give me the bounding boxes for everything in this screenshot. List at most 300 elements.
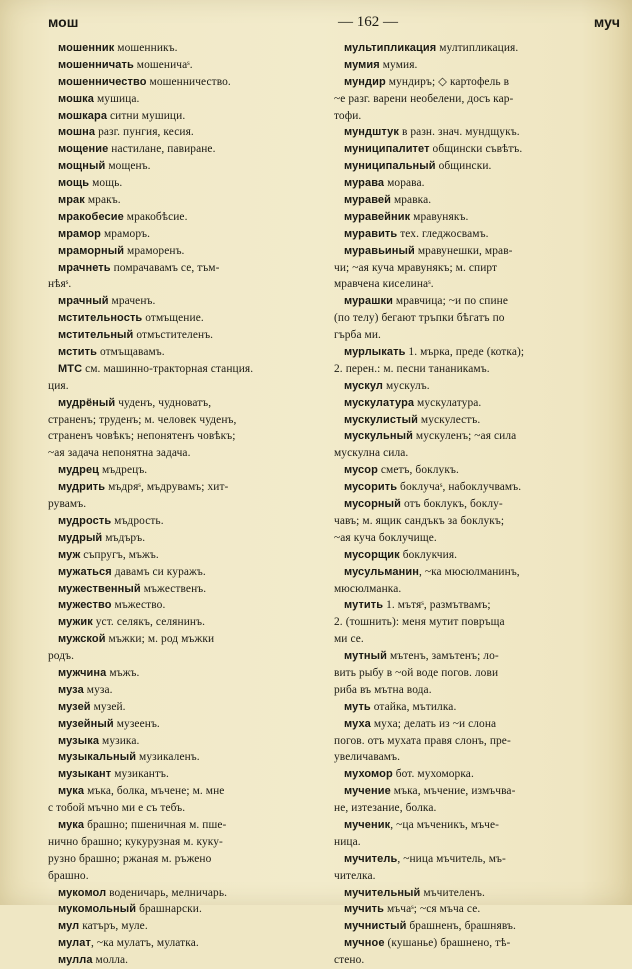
entry-translation: мултипликация.	[436, 42, 519, 54]
entry-headword: мучное	[344, 937, 385, 950]
right-column	[334, 40, 624, 969]
entry-headword: муравить	[344, 227, 398, 240]
entry-headword: мусор	[344, 464, 378, 477]
dictionary-entry	[334, 175, 624, 192]
dictionary-entry	[334, 74, 624, 91]
entry-translation: мумия.	[379, 58, 418, 71]
entry-translation: музика.	[99, 734, 140, 747]
entry-headword: мукомольный	[58, 903, 137, 916]
dictionary-entry	[334, 243, 624, 260]
entry-headword: муха	[344, 717, 371, 730]
entry-headword: мускул	[344, 379, 384, 392]
entry-translation: мъдрецъ.	[99, 464, 148, 477]
entry-headword: мошкара	[58, 109, 108, 122]
entry-headword: мука	[58, 818, 85, 831]
entry-continuation-line	[334, 445, 624, 462]
entry-translation: отмъстителенъ.	[133, 329, 214, 342]
entry-continuation-line	[334, 327, 624, 344]
dictionary-entry	[334, 395, 624, 412]
entry-translation: мощь.	[89, 177, 123, 190]
entry-translation: мушица.	[94, 92, 140, 105]
entry-continuation-line	[334, 310, 624, 327]
entry-continuation-line	[334, 868, 624, 885]
entry-headword: мошна	[58, 126, 96, 139]
entry-continuation-line	[334, 749, 624, 766]
entry-headword: музыка	[58, 734, 100, 747]
dictionary-entry	[334, 428, 624, 445]
entry-headword: муниципалитет	[344, 143, 430, 156]
entry-headword: мурашки	[344, 295, 393, 308]
entry-translation: брашно; пшеничная м. пше-	[84, 818, 227, 831]
header-right-guide-word: муч	[593, 14, 620, 30]
dictionary-entry	[48, 547, 328, 564]
entry-translation: мошенникъ.	[114, 42, 178, 54]
dictionary-entry	[48, 395, 328, 412]
entry-headword: мужественный	[58, 582, 141, 595]
entry-headword: мошенничать	[58, 58, 134, 71]
dictionary-entry	[334, 226, 624, 243]
entry-translation: мюсюлманка.	[334, 582, 402, 595]
entry-continuation-line	[334, 834, 624, 851]
entry-translation: брашнарски.	[136, 903, 202, 916]
entry-headword: мужской	[58, 633, 106, 646]
entry-translation: рувамъ.	[48, 498, 87, 511]
dictionary-entry	[334, 209, 624, 226]
entry-translation: муза.	[83, 683, 113, 696]
dictionary-entry	[334, 293, 624, 310]
entry-translation: мощенъ.	[105, 160, 151, 173]
entry-translation: общински съвѣтъ.	[429, 143, 523, 156]
dictionary-entry	[48, 175, 328, 192]
entry-translation: страненъ човѣкъ; непонятенъ човѣкъ;	[48, 430, 236, 443]
entry-translation: мъчаˢ; ~ся мъча се.	[384, 903, 481, 916]
entry-translation: ~ая куча боклучище.	[334, 531, 437, 544]
entry-continuation-line	[48, 276, 328, 293]
entry-continuation-line	[334, 530, 624, 547]
entry-continuation-line	[334, 952, 624, 969]
page-number: — 162 —	[338, 14, 398, 30]
entry-continuation-line	[334, 276, 624, 293]
entry-headword: мужчина	[58, 666, 107, 679]
entry-continuation-line	[334, 800, 624, 817]
entry-headword: мрачный	[58, 295, 109, 308]
entry-translation: мъдрость.	[111, 514, 164, 527]
entry-translation: мравунешки, мрав-	[414, 244, 513, 257]
entry-translation: брашненъ, брашнявъ.	[406, 920, 516, 933]
entry-headword: мракобесие	[58, 210, 124, 223]
entry-translation: мускулестъ.	[417, 413, 481, 426]
entry-translation: мъдъръ.	[102, 531, 146, 544]
entry-translation: мравунякъ.	[410, 210, 469, 223]
entry-translation: , ~ка мулатъ, мулатка.	[90, 937, 199, 950]
entry-translation: ~е разг. варени необелени, доcъ кар-	[334, 92, 514, 105]
entry-headword: муза	[58, 683, 84, 696]
dictionary-entry	[48, 733, 328, 750]
dictionary-entry	[334, 648, 624, 665]
entry-headword: мрачнеть	[58, 261, 111, 274]
entry-continuation-line	[334, 260, 624, 277]
entry-continuation-line	[48, 496, 328, 513]
dictionary-entry	[48, 530, 328, 547]
entry-headword: мрамор	[58, 227, 102, 240]
entry-translation: нѣяˢ.	[48, 278, 72, 291]
entry-headword: мундир	[344, 75, 386, 88]
entry-headword: мученик	[344, 818, 391, 831]
entry-headword: музыкант	[58, 768, 112, 781]
entry-translation: отъ боклукъ, боклу-	[401, 498, 503, 511]
entry-translation: общински.	[435, 160, 492, 173]
entry-continuation-line	[334, 91, 624, 108]
entry-headword: мошенник	[58, 42, 115, 54]
dictionary-entry	[48, 631, 328, 648]
dictionary-entry	[48, 918, 328, 935]
dictionary-entry	[48, 40, 328, 57]
entry-headword: муравейник	[344, 210, 411, 223]
dictionary-entry	[48, 614, 328, 631]
dictionary-entry	[48, 327, 328, 344]
entry-translation: брашно.	[48, 869, 89, 882]
entry-headword: мусорить	[344, 481, 398, 494]
entry-headword: муж	[58, 548, 81, 561]
entry-translation: мракъ.	[84, 194, 121, 207]
dictionary-entry	[334, 462, 624, 479]
entry-translation: мундиръ; ◇ картофель в	[385, 75, 510, 88]
entry-translation: помрачавамъ се, тъм-	[110, 261, 220, 274]
entry-headword: мучнистый	[344, 920, 407, 933]
entry-headword: мрак	[58, 194, 85, 207]
entry-headword: муравьиный	[344, 244, 415, 257]
left-column	[48, 40, 328, 969]
entry-headword: мумия	[344, 58, 380, 71]
entry-translation: музикантъ.	[111, 768, 169, 781]
entry-headword: муть	[344, 700, 371, 713]
entry-headword: муниципальный	[344, 160, 436, 173]
entry-translation: рузно брашно; ржаная м. ръжено	[48, 852, 212, 865]
entry-translation: мускуленъ; ~ая сила	[412, 430, 517, 443]
entry-translation: настилане, павиране.	[108, 143, 216, 156]
dictionary-entry	[48, 108, 328, 125]
dictionary-entry	[334, 412, 624, 429]
dictionary-entry	[48, 260, 328, 277]
dictionary-entry	[48, 513, 328, 530]
entry-headword: мукомол	[58, 886, 107, 899]
entry-headword: мстительный	[58, 329, 134, 342]
entry-headword: мудрость	[58, 514, 112, 527]
entry-translation: мравчена киселинаˢ.	[334, 278, 434, 291]
entry-continuation-line	[48, 412, 328, 429]
entry-translation: музеенъ.	[113, 717, 160, 730]
entry-headword: мускульный	[344, 430, 413, 443]
entry-translation: мракобѣсие.	[123, 210, 188, 223]
dictionary-entry	[334, 918, 624, 935]
entry-translation: ница.	[334, 835, 361, 848]
entry-translation: (по телу) бегают тръпки бѣгатъ по	[334, 312, 505, 325]
entry-translation: в разн. знач. мундщукъ.	[399, 126, 520, 139]
entry-translation: , ~ница мъчитель, мъ-	[397, 852, 506, 865]
entry-continuation-line	[334, 733, 624, 750]
entry-continuation-line	[334, 682, 624, 699]
entry-translation: разг. пунгия, кесия.	[95, 126, 194, 139]
entry-headword: мошка	[58, 92, 95, 105]
entry-translation: муха; делать из ~и слона	[370, 717, 497, 730]
dictionary-entry	[48, 209, 328, 226]
entry-translation: 2. перен.: м. песни тананикамъ.	[334, 362, 490, 375]
dictionary-entry	[334, 564, 624, 581]
entry-translation: отайка, мътилка.	[370, 700, 457, 713]
dictionary-entry	[334, 935, 624, 952]
entry-translation: мравчица; ~и по спине	[392, 295, 509, 308]
entry-translation: боклукчия.	[399, 548, 458, 561]
entry-continuation-line	[334, 581, 624, 598]
entry-continuation-line	[334, 361, 624, 378]
entry-translation: катъръ, муле.	[79, 920, 148, 933]
entry-continuation-line	[48, 851, 328, 868]
entry-headword: мстить	[58, 346, 98, 359]
entry-translation: мъжъ.	[106, 666, 140, 679]
entry-translation: ми се.	[334, 633, 364, 646]
entry-translation: мъжество.	[111, 599, 166, 612]
dictionary-entry	[48, 749, 328, 766]
entry-translation: мошенничество.	[146, 75, 231, 88]
entry-headword: муравей	[344, 194, 391, 207]
entry-translation: съпругъ, мъжъ.	[80, 548, 159, 561]
dictionary-entry	[334, 344, 624, 361]
dictionary-entry	[48, 665, 328, 682]
dictionary-entry	[48, 901, 328, 918]
entry-translation: музей.	[90, 700, 126, 713]
entry-translation: давамъ си куражъ.	[111, 565, 206, 578]
dictionary-entry	[48, 952, 328, 969]
dictionary-entry	[48, 766, 328, 783]
entry-translation: тофи.	[334, 109, 362, 122]
dictionary-entry	[334, 597, 624, 614]
entry-continuation-line	[48, 445, 328, 462]
dictionary-entry	[334, 57, 624, 74]
entry-translation: мравка.	[391, 194, 432, 207]
dictionary-entry	[334, 496, 624, 513]
entry-translation: боклучаˢ, набоклучвамъ.	[397, 481, 522, 494]
entry-translation: мътенъ, замътенъ; ло-	[387, 650, 499, 663]
entry-translation: мъчителенъ.	[420, 886, 485, 899]
entry-translation: тех. гледжосвамъ.	[397, 227, 489, 240]
dictionary-entry	[48, 699, 328, 716]
entry-translation: (кушанье) брашнено, тѣ-	[384, 937, 511, 950]
entry-translation: чавъ; м. ящик сандъкъ за боклукъ;	[334, 514, 505, 527]
dictionary-entry	[334, 783, 624, 800]
entry-translation: ~ая задача непонятна задача.	[48, 447, 191, 460]
dictionary-entry	[334, 378, 624, 395]
dictionary-entry	[334, 901, 624, 918]
entry-translation: мъка, мъчение, измъчва-	[390, 785, 516, 798]
dictionary-entry	[334, 158, 624, 175]
dictionary-entry	[48, 564, 328, 581]
entry-translation: , ~ца мъченикъ, мъче-	[390, 818, 500, 831]
entry-headword: мучитель	[344, 852, 398, 865]
entry-translation: стено.	[334, 954, 365, 967]
entry-continuation-line	[48, 648, 328, 665]
entry-headword: мощь	[58, 177, 90, 190]
entry-continuation-line	[48, 868, 328, 885]
entry-translation: чи; ~ая куча мравунякъ; м. спирт	[334, 261, 498, 274]
entry-translation: мускулъ.	[383, 379, 430, 392]
dictionary-entry	[48, 581, 328, 598]
dictionary-entry	[334, 885, 624, 902]
page-header	[48, 14, 620, 36]
entry-translation: , ~ка мюсюлманинъ,	[418, 565, 520, 578]
entry-translation: нично брашно; кукурузная м. куку-	[48, 835, 223, 848]
dictionary-entry	[334, 192, 624, 209]
entry-translation: не, изтезание, болка.	[334, 802, 437, 815]
entry-headword: мудрец	[58, 464, 100, 477]
entry-headword: мучительный	[344, 886, 421, 899]
entry-headword: музей	[58, 700, 91, 713]
header-left-guide-word: мош	[48, 14, 79, 30]
entry-headword: мутить	[344, 599, 384, 612]
dictionary-entry	[48, 310, 328, 327]
entry-headword: мошенничество	[58, 75, 147, 88]
entry-headword: мраморный	[58, 244, 125, 257]
entry-headword: мускулистый	[344, 413, 418, 426]
dictionary-entry	[48, 74, 328, 91]
dictionary-entry	[334, 716, 624, 733]
entry-continuation-line	[334, 614, 624, 631]
entry-headword: мул	[58, 920, 80, 933]
entry-translation: риба въ мътна вода.	[334, 683, 432, 696]
entry-headword: МТС	[58, 362, 83, 375]
entry-headword: мулла	[58, 954, 93, 967]
entry-translation: музикаленъ.	[136, 751, 200, 764]
entry-headword: мощный	[58, 160, 106, 173]
dictionary-entry	[48, 91, 328, 108]
entry-translation: 1. мърка, преде (котка);	[405, 346, 525, 359]
entry-headword: мусорный	[344, 498, 401, 511]
entry-translation: мускулна сила.	[334, 447, 409, 460]
entry-continuation-line	[334, 631, 624, 648]
entry-translation: ция.	[48, 379, 69, 392]
entry-headword: мухомор	[344, 768, 393, 781]
entry-headword: мурлыкать	[344, 346, 406, 359]
dictionary-entry	[48, 885, 328, 902]
dictionary-entry	[48, 935, 328, 952]
dictionary-entry	[334, 547, 624, 564]
dictionary-entry	[48, 344, 328, 361]
entry-continuation-line	[334, 513, 624, 530]
entry-translation: 1. мътяˢ, размътвамъ;	[383, 599, 491, 612]
entry-headword: мучение	[344, 785, 391, 798]
entry-headword: музыкальный	[58, 751, 137, 764]
entry-headword: мощение	[58, 143, 109, 156]
entry-translation: родъ.	[48, 650, 75, 663]
dictionary-entry	[48, 158, 328, 175]
entry-translation: см. машинно-тракторная станция.	[82, 362, 254, 375]
entry-headword: музейный	[58, 717, 114, 730]
dictionary-entry	[334, 141, 624, 158]
entry-translation: морава.	[384, 177, 425, 190]
entry-headword: мудрить	[58, 481, 106, 494]
entry-translation: мраченъ.	[108, 295, 156, 308]
entry-continuation-line	[334, 108, 624, 125]
dictionary-entry	[48, 141, 328, 158]
dictionary-entry	[48, 682, 328, 699]
entry-translation: уст. селякъ, селянинъ.	[92, 616, 206, 629]
entry-headword: мулат	[58, 937, 91, 950]
entry-headword: мутный	[344, 650, 388, 663]
entry-translation: мраморъ.	[101, 227, 151, 240]
entry-headword: мусульманин	[344, 565, 419, 578]
entry-translation: отмъщавамъ.	[97, 346, 165, 359]
entry-headword: мужик	[58, 616, 93, 629]
entry-headword: мужаться	[58, 565, 112, 578]
dictionary-entry	[48, 783, 328, 800]
entry-translation: гърба ми.	[334, 329, 382, 342]
entry-headword: мучить	[344, 903, 385, 916]
dictionary-entry	[48, 293, 328, 310]
entry-continuation-line	[48, 800, 328, 817]
entry-headword: мускулатура	[344, 396, 415, 409]
entry-headword: мудрёный	[58, 396, 116, 409]
dictionary-entry	[48, 226, 328, 243]
entry-headword: мука	[58, 785, 85, 798]
dictionary-entry	[48, 716, 328, 733]
entry-headword: мудрый	[58, 531, 103, 544]
dictionary-entry	[48, 57, 328, 74]
entry-translation: с тобой мъчно ми е съ тебъ.	[48, 802, 186, 815]
dictionary-entry	[334, 817, 624, 834]
entry-translation: ситни мушици.	[107, 109, 186, 122]
dictionary-entry	[48, 462, 328, 479]
entry-translation: мраморенъ.	[124, 244, 185, 257]
entry-continuation-line	[48, 378, 328, 395]
entry-continuation-line	[48, 428, 328, 445]
entry-headword: мультипликация	[344, 42, 437, 54]
entry-translation: молла.	[92, 954, 129, 967]
dictionary-entry	[334, 766, 624, 783]
dictionary-entry	[334, 124, 624, 141]
entry-translation: 2. (тошнить): меня мутит повръща	[334, 616, 505, 629]
entry-headword: мужество	[58, 599, 112, 612]
entry-headword: мурава	[344, 177, 385, 190]
entry-translation: бот. мухоморка.	[392, 768, 474, 781]
dictionary-entry	[334, 699, 624, 716]
entry-headword: мундштук	[344, 126, 399, 139]
dictionary-entry	[48, 479, 328, 496]
dictionary-entry	[334, 851, 624, 868]
dictionary-entry	[334, 479, 624, 496]
entry-translation: страненъ; труденъ; м. человек чуденъ,	[48, 413, 237, 426]
entry-translation: увеличавамъ.	[334, 751, 401, 764]
dictionary-entry	[334, 40, 624, 57]
entry-continuation-line	[334, 665, 624, 682]
entry-translation: воденичарь, мелничарь.	[106, 886, 228, 899]
entry-translation: чителка.	[334, 869, 376, 882]
entry-translation: мъдряˢ, мъдрувамъ; хит-	[105, 481, 229, 494]
entry-translation: чуденъ, чудноватъ,	[115, 396, 212, 409]
entry-continuation-line	[48, 834, 328, 851]
entry-translation: мускулатура.	[414, 396, 482, 409]
entry-translation: мъжки; м. род мъжки	[105, 633, 215, 646]
dictionary-entry	[48, 124, 328, 141]
entry-translation: отмъщение.	[142, 312, 204, 325]
dictionary-entry	[48, 817, 328, 834]
dictionary-entry	[48, 192, 328, 209]
entry-translation: погов. отъ мухата правя слонъ, пре-	[334, 734, 511, 747]
entry-translation: вить рыбу в ~ой воде погов. лови	[334, 666, 499, 679]
dictionary-entry	[48, 361, 328, 378]
dictionary-entry	[48, 597, 328, 614]
entry-headword: мусорщик	[344, 548, 400, 561]
entry-translation: мъжественъ.	[140, 582, 207, 595]
entry-translation: мъка, болка, мъчене; м. мне	[84, 785, 225, 798]
